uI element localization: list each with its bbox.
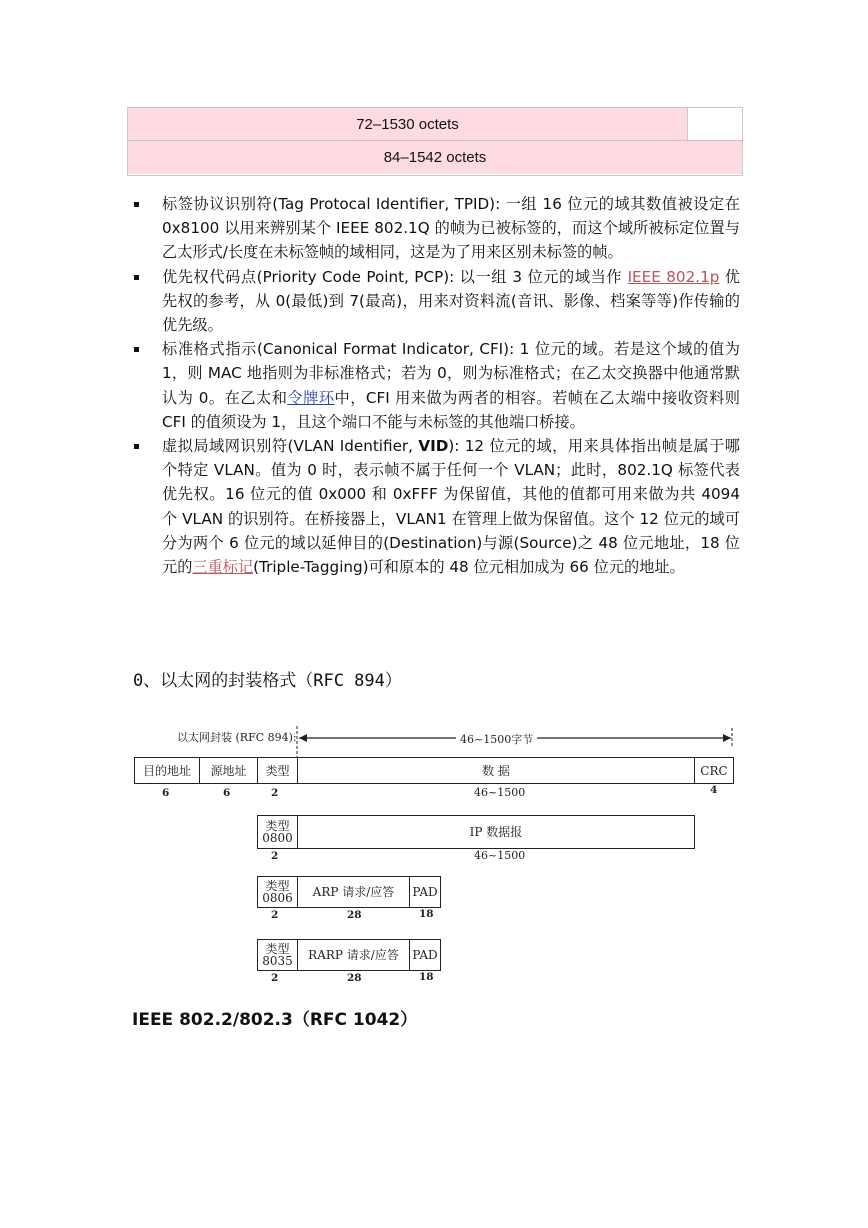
arp-pad-field: PAD [409, 876, 441, 908]
span-label: 46~1500字节 [456, 731, 537, 747]
list-item-pcp [128, 265, 740, 338]
arp-field: ARP 请求/应答 [297, 876, 410, 908]
type-0800-size: 2 [271, 850, 279, 862]
type-8035-field: 类型 8035 [257, 939, 298, 971]
ethernet-frame-diagram [130, 720, 742, 990]
ethernet-encapsulation-heading: 0、以太网的封装格式（RFC 894） [133, 671, 402, 691]
tpid-text: 标签协议识别符(Tag Protocal Identifier, TPID): 一组 16 位元的域其数值被设定在 0x8100 以用来辨别某个 IEEE 802.1Q 的帧为已被标签的，而这个域所被标定位置与乙太形式/长度在未标签帧的域相同，这是为了用来区别未标签的帧。 [162, 195, 740, 262]
token-ring-link[interactable]: 令牌环 [287, 388, 335, 407]
list-item-tpid [128, 192, 740, 265]
type-8035-size: 2 [271, 972, 279, 984]
pcp-text-a: 优先权代码点(Priority Code Point, PCP): 以一组 3 位元的域当作 [162, 267, 628, 286]
diagram-caption: 以太网封装 (RFC 894): [177, 731, 297, 744]
vid-text-b: ): 12 位元的域，用来具体指出帧是属于哪个特定 VLAN。值为 0 时，表示帧不属于任何一个 VLAN；此时，802.1Q 标签代表优先权。16 位元的值 0x000 和 0xFFF 为保留值，其他的值都可用来做为共 4094 个 VLAN 的识别符。在桥接器上，VLAN1 在管理上做为保留值。这个 12 位元的域可分为两个 6 位元的域以延伸目的(Destination)与源(Source)之 48 位元地址，18 位元的 [162, 437, 740, 577]
dst-size: 6 [162, 787, 170, 799]
ieee-802-1p-link[interactable]: IEEE 802.1p [627, 267, 720, 286]
crc-field: CRC [694, 757, 734, 784]
arp-pad-size: 18 [419, 908, 434, 920]
type-0806-field: 类型 0806 [257, 876, 298, 908]
rarp-field: RARP 请求/应答 [297, 939, 410, 971]
triple-tagging-link[interactable]: 三重标记 [192, 558, 254, 577]
octets-row-2: 84–1542 octets [128, 141, 742, 174]
vid-bold: VID [418, 437, 449, 456]
rarp-pad-field: PAD [409, 939, 441, 971]
pcp-text-b: 优先权的参考，从 0(最低)到 7(最高)，用来对资料流(音讯、影像、档案等等)作传输的优先级。 [162, 267, 740, 335]
field-description-list [128, 192, 740, 579]
vid-text-a: 虚拟局域网识别符(VLAN Identifier, [162, 437, 419, 456]
src-size: 6 [223, 787, 231, 799]
type-0806-size: 2 [271, 909, 279, 921]
rarp-pad-size: 18 [419, 971, 434, 983]
type-0800-field: 类型 0800 [257, 815, 298, 849]
octets-table [127, 107, 743, 176]
ieee-802-heading: IEEE 802.2/802.3（RFC 1042） [132, 1010, 418, 1030]
list-item-vid [128, 434, 740, 579]
ip-datagram-size: 46~1500 [474, 849, 526, 862]
list-item-cfi [128, 337, 740, 434]
ip-datagram-field: IP 数据报 [297, 815, 695, 849]
cfi-text-b: 中，CFI 用来做为两者的相容。若帧在乙太端中接收资料则 CFI 的值须设为 1，且这个端口不能与未标签的其他端口桥接。 [162, 388, 740, 431]
vid-text-c: (Triple-Tagging)可和原本的 48 位元相加成为 66 位元的地址。 [253, 558, 685, 577]
octets-row-1: 72–1530 octets [128, 108, 688, 141]
bullet-icon [134, 202, 139, 207]
bullet-icon [134, 347, 139, 352]
dst-address-field: 目的地址 [134, 757, 200, 784]
crc-size: 4 [710, 784, 718, 796]
data-size: 46~1500 [474, 786, 526, 799]
type-field: 类型 [257, 757, 298, 784]
rarp-size: 28 [347, 972, 362, 984]
data-field: 数 据 [297, 757, 695, 784]
arp-size: 28 [347, 909, 362, 921]
bullet-icon [134, 444, 139, 449]
octets-row-1-empty-cell [688, 108, 742, 141]
cfi-text-a: 标准格式指示(Canonical Format Indicator, CFI): 1 位元的域。若是这个域的值为 1，则 MAC 地指则为非标准格式；若为 0，则为标准格式；在乙太交换器中他通常默认为 0。在乙太和 [162, 340, 740, 407]
bullet-icon [134, 275, 139, 280]
src-address-field: 源地址 [199, 757, 258, 784]
type-size: 2 [271, 787, 279, 799]
